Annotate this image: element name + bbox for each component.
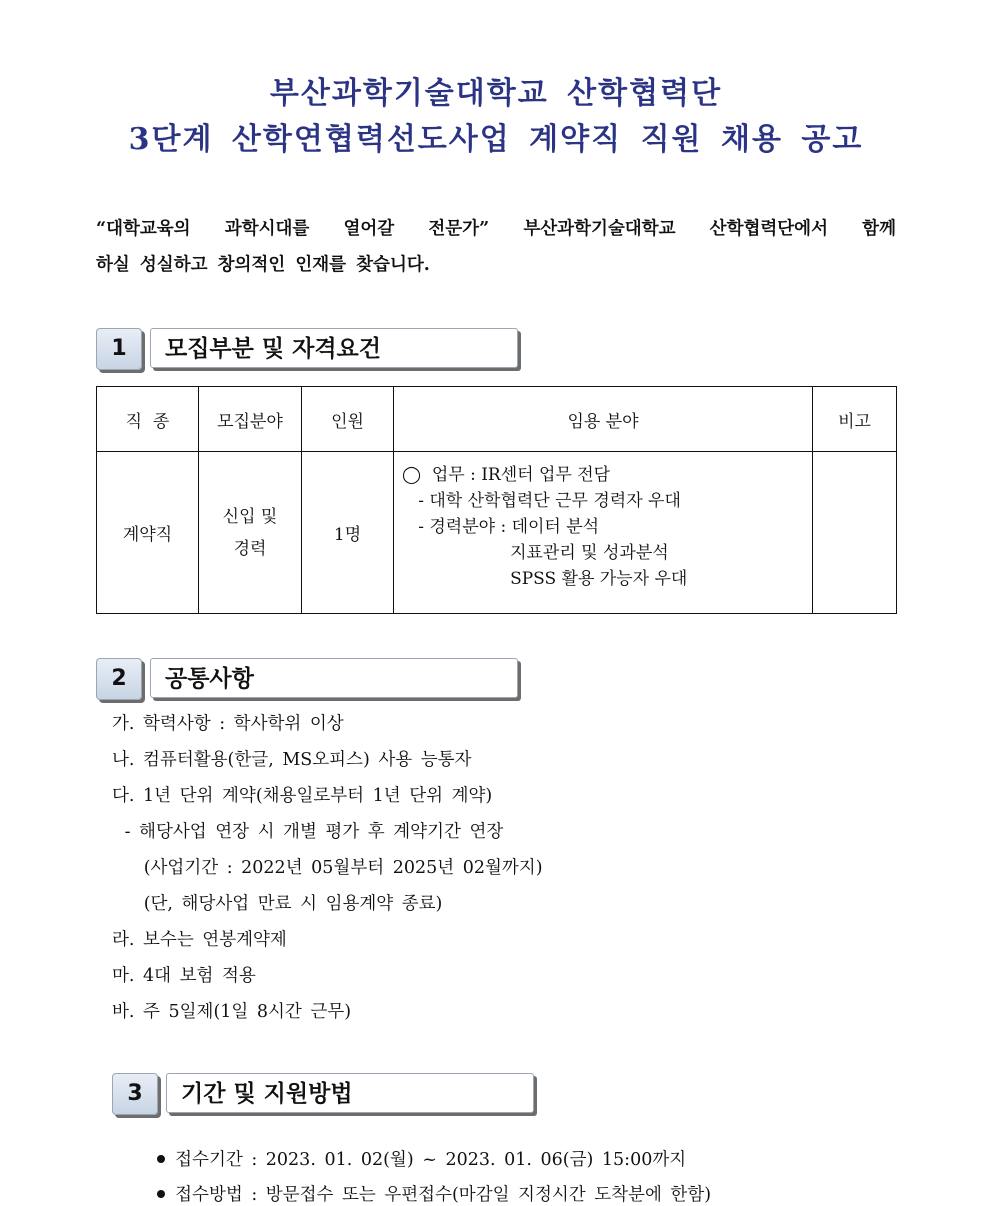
title-line1: 부산과학기술대학교 산학협력단 <box>269 76 723 111</box>
cell-note <box>813 452 897 614</box>
list-item: 라. 보수는 연봉계약제 <box>112 930 287 950</box>
cell-duties <box>394 452 813 614</box>
duty-line: - 경력분야 : 데이터 분석 <box>402 517 600 537</box>
apply-item-text: 접수방법 : 방문접수 또는 우편접수(마감일 지정시간 도착분에 한함) <box>175 1185 712 1205</box>
section-title: 모집부분 및 자격요건 <box>150 328 518 368</box>
list-item: (단, 해당사업 만료 시 임용계약 종료) <box>118 894 443 914</box>
list-item: 다. 1년 단위 계약(채용일로부터 1년 단위 계약) <box>112 786 493 806</box>
intro-text <box>96 211 896 283</box>
title-line2: 3단계 산학연협력선도사업 계약직 직원 채용 공고 <box>128 122 864 157</box>
list-item: (사업기간 : 2022년 05월부터 2025년 02월까지) <box>118 858 543 878</box>
list-item: 나. 컴퓨터활용(한글, MS오피스) 사용 능통자 <box>112 750 472 770</box>
list-item: - 해당사업 연장 시 개별 평가 후 계약기간 연장 <box>116 822 504 842</box>
col-header-note: 비고 <box>813 387 897 452</box>
col-header-type: 직 종 <box>97 387 199 452</box>
cell-field <box>199 452 302 614</box>
intro-line2: 하실 성실하고 창의적인 인재를 찾습니다. <box>96 255 430 275</box>
duty-line: 지표관리 및 성과분석 <box>402 543 669 563</box>
cell-field-line2: 경력 <box>233 538 267 559</box>
col-header-field: 모집분야 <box>199 387 302 452</box>
list-item: 가. 학력사항 : 학사학위 이상 <box>112 714 344 734</box>
list-item: 바. 주 5일제(1일 8시간 근무) <box>112 1002 352 1022</box>
apply-item-text: 접수기간 : 2023. 01. 02(월) ~ 2023. 01. 06(금) 15:00까지 <box>175 1150 687 1170</box>
col-header-duties: 임용 분야 <box>394 387 813 452</box>
section-number: 1 <box>96 328 142 370</box>
section-title: 공통사항 <box>150 658 518 698</box>
table-header-row <box>97 387 897 452</box>
bullet-icon <box>157 1190 165 1198</box>
cell-type: 계약직 <box>97 452 199 614</box>
section-number: 2 <box>96 658 142 700</box>
section-title: 기간 및 지원방법 <box>166 1073 534 1113</box>
duty-line: SPSS 활용 가능자 우대 <box>402 569 688 589</box>
list-item: 마. 4대 보험 적용 <box>112 966 256 986</box>
cell-count: 1명 <box>302 452 394 614</box>
col-header-count: 인원 <box>302 387 394 452</box>
recruitment-table <box>96 386 897 614</box>
duty-line: ◯ 업무 : IR센터 업무 전담 <box>402 465 611 485</box>
apply-item <box>140 1161 711 1206</box>
table-row <box>97 452 897 614</box>
cell-field-line1: 신입 및 <box>222 506 278 527</box>
section-number: 3 <box>112 1073 158 1115</box>
intro-line1: “대학교육의 과학시대를 열어갈 전문가” 부산과학기술대학교 산학협력단에서 함께 <box>96 219 896 239</box>
duty-line: - 대학 산학협력단 근무 경력자 우대 <box>402 491 681 511</box>
